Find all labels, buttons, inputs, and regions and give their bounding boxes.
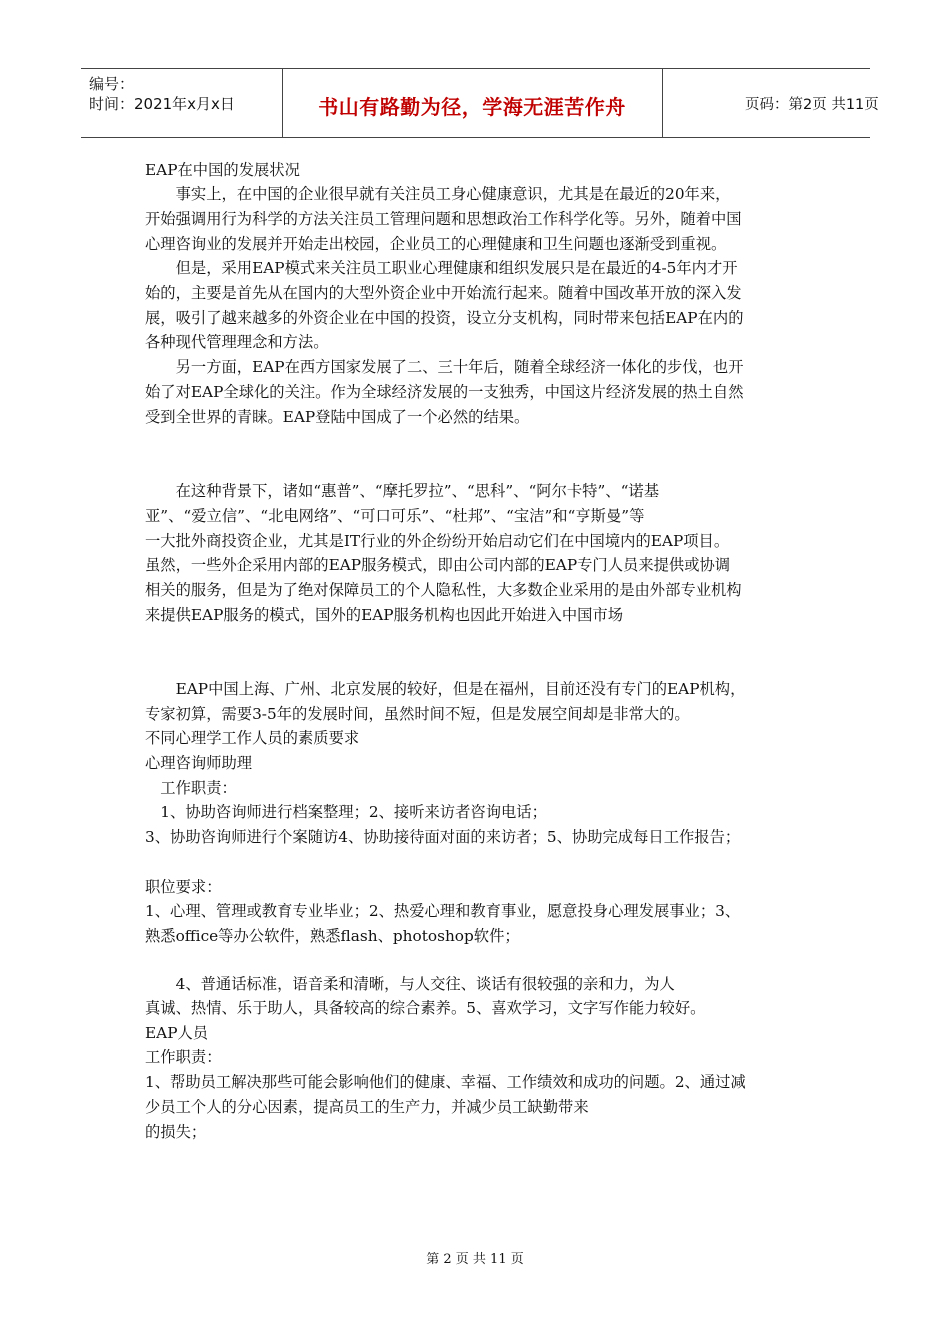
sub-heading: 心理咨询师助理: [145, 754, 253, 772]
paragraph-line: 1、协助咨询师进行档案整理；2、接听来访者咨询电话；: [145, 803, 547, 821]
time-label: 时间：2021年x月x日: [89, 95, 235, 113]
paragraph-line: 少员工个人的分心因素，提高员工的生产力，并减少员工缺勤带来: [145, 1098, 589, 1116]
paragraph-line: 亚”、“爱立信”、“北电网络”、“可口可乐”、“杜邦”、“宝洁”和“亨斯曼”等: [145, 507, 645, 525]
paragraph-line: 4、普通话标准，语音柔和清晰，与人交往、谈话有很较强的亲和力，为人: [145, 975, 675, 993]
paragraph-line: 但是，采用EAP模式来关注员工职业心理健康和组织发展只是在最近的4-5年内才开: [145, 259, 738, 277]
paragraph-line: 的损失；: [145, 1123, 207, 1141]
header-motto-cell: [282, 69, 663, 137]
paragraph-line: 真诚、热情、乐于助人，具备较高的综合素养。5、喜欢学习，文字写作能力较好。: [145, 999, 706, 1017]
paragraph-line: 来提供EAP服务的模式，国外的EAP服务机构也因此开始进入中国市场: [145, 606, 624, 624]
section-title: EAP在中国的发展状况: [145, 161, 300, 179]
paragraph-line: 受到全世界的青睐。EAP登陆中国成了一个必然的结果。: [145, 408, 530, 426]
paragraph-line: 展，吸引了越来越多的外资企业在中国的投资，设立分支机构，同时带来包括EAP在内的: [145, 309, 744, 327]
paragraph-line: 事实上，在中国的企业很早就有关注员工身心健康意识，尤其是在最近的20年来，: [145, 185, 731, 203]
paragraph-line: 始了对EAP全球化的关注。作为全球经济发展的一支独秀，中国这片经济发展的热土自然: [145, 383, 744, 401]
code-label: 编号：: [89, 75, 135, 93]
sub-heading: 职位要求：: [145, 878, 222, 896]
header-table: [81, 68, 879, 138]
paragraph-line: 熟悉office等办公软件，熟悉flash、photoshop软件；: [145, 927, 520, 945]
paragraph-line: 各种现代管理理念和方法。: [145, 333, 329, 351]
header-info-cell: [81, 69, 283, 137]
page-footer: 第 2 页 共 11 页: [426, 1252, 524, 1267]
paragraph-line: 另一方面，EAP在西方国家发展了二、三十年后，随着全球经济一体化的步伐，也开: [145, 358, 744, 376]
paragraph-line: 开始强调用行为科学的方法关注员工管理问题和思想政治工作科学化等。另外，随着中国: [145, 210, 742, 228]
paragraph-line: 虽然，一些外企采用内部的EAP服务模式，即由公司内部的EAP专门人员来提供或协调: [145, 556, 731, 574]
paragraph-line: 相关的服务，但是为了绝对保障员工的个人隐私性，大多数企业采用的是由外部专业机构: [145, 581, 742, 599]
paragraph-line: 心理咨询业的发展并开始走出校园，企业员工的心理健康和卫生问题也逐渐受到重视。: [145, 235, 727, 253]
motto-text: 书山有路勤为径，学海无涯苦作舟: [318, 95, 626, 119]
header-page-cell: [663, 69, 879, 137]
sub-heading: 工作职责：: [145, 1048, 222, 1066]
paragraph-line: 一大批外商投资企业，尤其是IT行业的外企纷纷开始启动它们在中国境内的EAP项目。: [145, 532, 730, 550]
sub-heading: EAP人员: [145, 1024, 209, 1042]
paragraph-line: 在这种背景下，诸如“惠普”、“摩托罗拉”、“思科”、“阿尔卡特”、“诺基: [145, 482, 659, 500]
section-title: 不同心理学工作人员的素质要求: [145, 729, 360, 747]
paragraph-line: 始的，主要是首先从在国内的大型外资企业中开始流行起来。随着中国改革开放的深入发: [145, 284, 742, 302]
paragraph-line: EAP中国上海、广州、北京发展的较好，但是在福州，目前还没有专门的EAP机构，: [145, 680, 746, 698]
sub-heading: 工作职责：: [145, 779, 237, 797]
paragraph-line: 专家初算，需要3-5年的发展时间，虽然时间不短，但是发展空间却是非常大的。: [145, 705, 690, 723]
paragraph-line: 3、协助咨询师进行个案随访4、协助接待面对面的来访者；5、协助完成每日工作报告；: [145, 828, 741, 846]
paragraph-line: 1、心理、管理或教育专业毕业；2、热爱心理和教育事业，愿意投身心理发展事业；3、: [145, 902, 741, 920]
page-info: 页码：第2页 共11页: [745, 97, 879, 113]
paragraph-line: 1、帮助员工解决那些可能会影响他们的健康、幸福、工作绩效和成功的问题。2、通过减: [145, 1073, 746, 1091]
